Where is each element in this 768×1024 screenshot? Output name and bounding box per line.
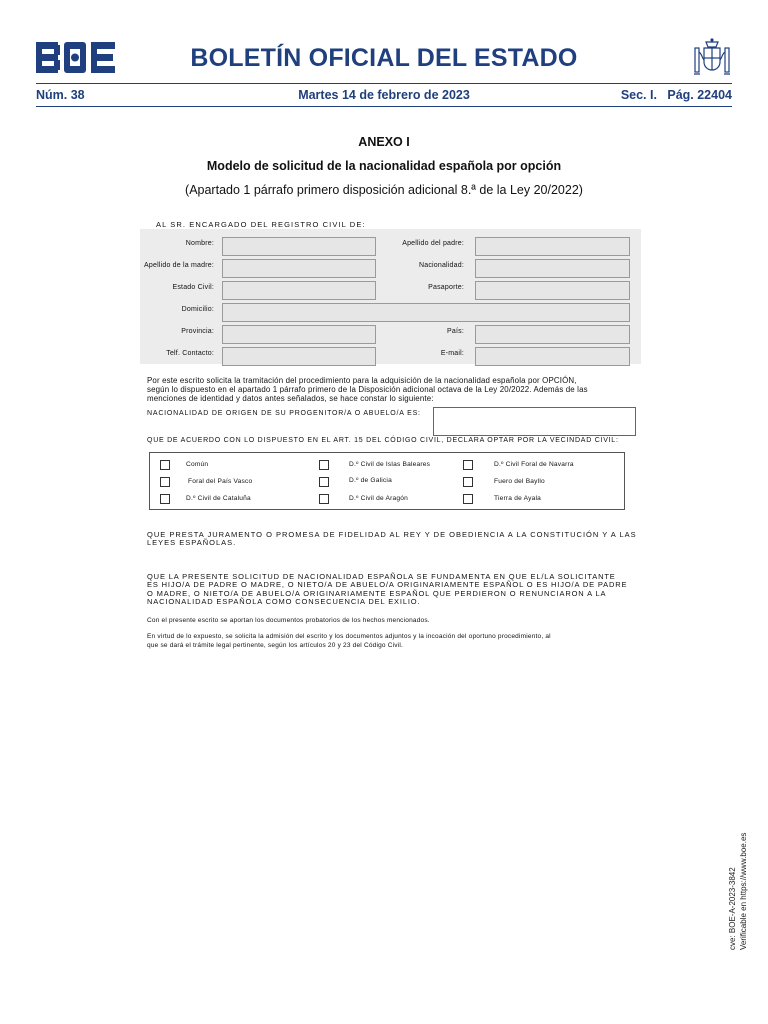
page-title: BOLETÍN OFICIAL DEL ESTADO: [190, 44, 578, 72]
intro-line: Por este escrito solicita la tramitación del procedimiento para la adquisición de la nacionalidad española por OPCIÓN,: [147, 376, 577, 385]
basis-line: ES HIJO/A DE PADRE O MADRE, O NIETO/A DE ABUELO/A ORIGINARIAMENTE ESPAÑOL O ES HIJO/A DE PADRE: [147, 580, 628, 590]
issue-number: Núm. 38: [36, 88, 85, 102]
nombre-label: Nombre:: [185, 240, 214, 247]
aragon-checkbox[interactable]: [319, 494, 329, 504]
intro-paragraph: [147, 376, 637, 404]
apellido-madre-label: Apellido de la madre:: [144, 262, 214, 269]
header-rule-bottom: [36, 106, 732, 107]
nombre-field[interactable]: [222, 237, 376, 256]
comun-checkbox[interactable]: [160, 460, 170, 470]
pais-label: País:: [447, 328, 464, 335]
galicia-checkbox[interactable]: [319, 477, 329, 487]
annex-reference: (Apartado 1 párrafo primero disposición adicional 8.ª de la Ley 20/2022): [185, 183, 583, 197]
cataluna-option-label: D.º Civil de Cataluña: [186, 495, 251, 502]
navarra-option-label: D.º Civil Foral de Navarra: [494, 461, 574, 468]
header-rule: [36, 83, 732, 84]
oath-statement: [147, 531, 637, 548]
domicilio-label: Domicilio:: [181, 306, 214, 313]
verification-sidebar: [728, 826, 750, 950]
apellido-madre-field[interactable]: [222, 259, 376, 278]
telf-label: Telf. Contacto:: [166, 350, 214, 357]
pais-field[interactable]: [475, 325, 630, 344]
domicilio-field[interactable]: [222, 303, 630, 322]
ayala-option-label: Tierra de Ayala: [494, 495, 541, 502]
bayllo-option-label: Fuero del Bayllo: [494, 478, 545, 485]
apellido-padre-field[interactable]: [475, 237, 630, 256]
verification-url[interactable]: Verificable en https://www.boe.es: [739, 832, 748, 950]
cataluna-checkbox[interactable]: [160, 494, 170, 504]
baleares-checkbox[interactable]: [319, 460, 329, 470]
origin-label: NACIONALIDAD DE ORIGEN DE SU PROGENITOR/A O ABUELO/A ES:: [147, 410, 421, 417]
pasaporte-label: Pasaporte:: [428, 284, 464, 291]
provincia-field[interactable]: [222, 325, 376, 344]
pais-vasco-option-label: Foral del País Vasco: [188, 478, 253, 485]
nacionalidad-label: Nacionalidad:: [418, 262, 464, 269]
closing-line: que se dará el trámite legal pertinente, según los artículos 20 y 23 del Código Civil.: [147, 642, 404, 649]
comun-option-label: Común: [186, 461, 209, 468]
provincia-label: Provincia:: [181, 328, 214, 335]
galicia-option-label: D.º de Galicia: [349, 477, 392, 484]
documents-note: Con el presente escrito se aportan los documentos probatorios de los hechos mencionados.: [147, 617, 430, 624]
pasaporte-field[interactable]: [475, 281, 630, 300]
basis-line: O MADRE, O NIETO/A DE ABUELO/A ORIGINARIAMENTE ESPAÑOL QUE PERDIERON O RENUNCIARON A LA: [147, 588, 607, 598]
estado-civil-label: Estado Civil:: [172, 284, 214, 291]
closing-line: En virtud de lo expuesto, se solicita la admisión del escrito y los documentos adjuntos y la incoación del oportuno procedimiento, al: [147, 633, 551, 640]
email-label: E-mail:: [440, 350, 464, 357]
coat-of-arms-icon: [690, 36, 734, 80]
telf-field[interactable]: [222, 347, 376, 366]
oath-line: LEYES ESPAÑOLAS.: [147, 538, 237, 548]
baleares-option-label: D.º Civil de Islas Baleares: [349, 461, 431, 468]
aragon-option-label: D.º Civil de Aragón: [349, 495, 408, 502]
basis-line: NACIONALIDAD ESPAÑOLA COMO CONSECUENCIA DEL EXILIO.: [147, 597, 421, 607]
pais-vasco-checkbox[interactable]: [160, 477, 170, 487]
cve-code: cve: BOE-A-2023-3842: [728, 867, 737, 950]
ayala-checkbox[interactable]: [463, 494, 473, 504]
addressee-label: AL SR. ENCARGADO DEL REGISTRO CIVIL DE:: [156, 220, 366, 229]
bayllo-checkbox[interactable]: [463, 477, 473, 487]
estado-civil-field[interactable]: [222, 281, 376, 300]
issue-date: Martes 14 de febrero de 2023: [298, 88, 470, 102]
oath-line: QUE PRESTA JURAMENTO O PROMESA DE FIDELIDAD AL REY Y DE OBEDIENCIA A LA CONSTITUCIÓN Y A LAS: [147, 530, 637, 539]
nacionalidad-field[interactable]: [475, 259, 630, 278]
annex-subtitle: Modelo de solicitud de la nacionalidad española por opción: [206, 159, 562, 173]
closing-paragraph: [147, 632, 637, 650]
vecindad-label: QUE DE ACUERDO CON LO DISPUESTO EN EL ART. 15 DEL CÓDIGO CIVIL, DECLARA OPTAR POR LA VECINDAD CIVIL:: [147, 437, 619, 444]
basis-line: QUE LA PRESENTE SOLICITUD DE NACIONALIDAD ESPAÑOLA SE FUNDAMENTA EN QUE EL/LA SOLICITANTE: [147, 572, 616, 581]
section-page: Sec. I. Pág. 22404: [620, 88, 732, 102]
basis-statement: [147, 573, 637, 607]
annex-title: ANEXO I: [358, 135, 410, 149]
navarra-checkbox[interactable]: [463, 460, 473, 470]
email-field[interactable]: [475, 347, 630, 366]
apellido-padre-label: Apellido del padre:: [402, 240, 464, 247]
origin-nationality-field[interactable]: [433, 407, 636, 436]
intro-line: menciones de identidad y datos antes señalados, se hace constar lo siguiente:: [147, 394, 434, 404]
intro-line: según lo dispuesto en el apartado 1 párrafo primero de la Disposición adicional octava de la Ley 20/2022. Además de las: [147, 385, 588, 395]
